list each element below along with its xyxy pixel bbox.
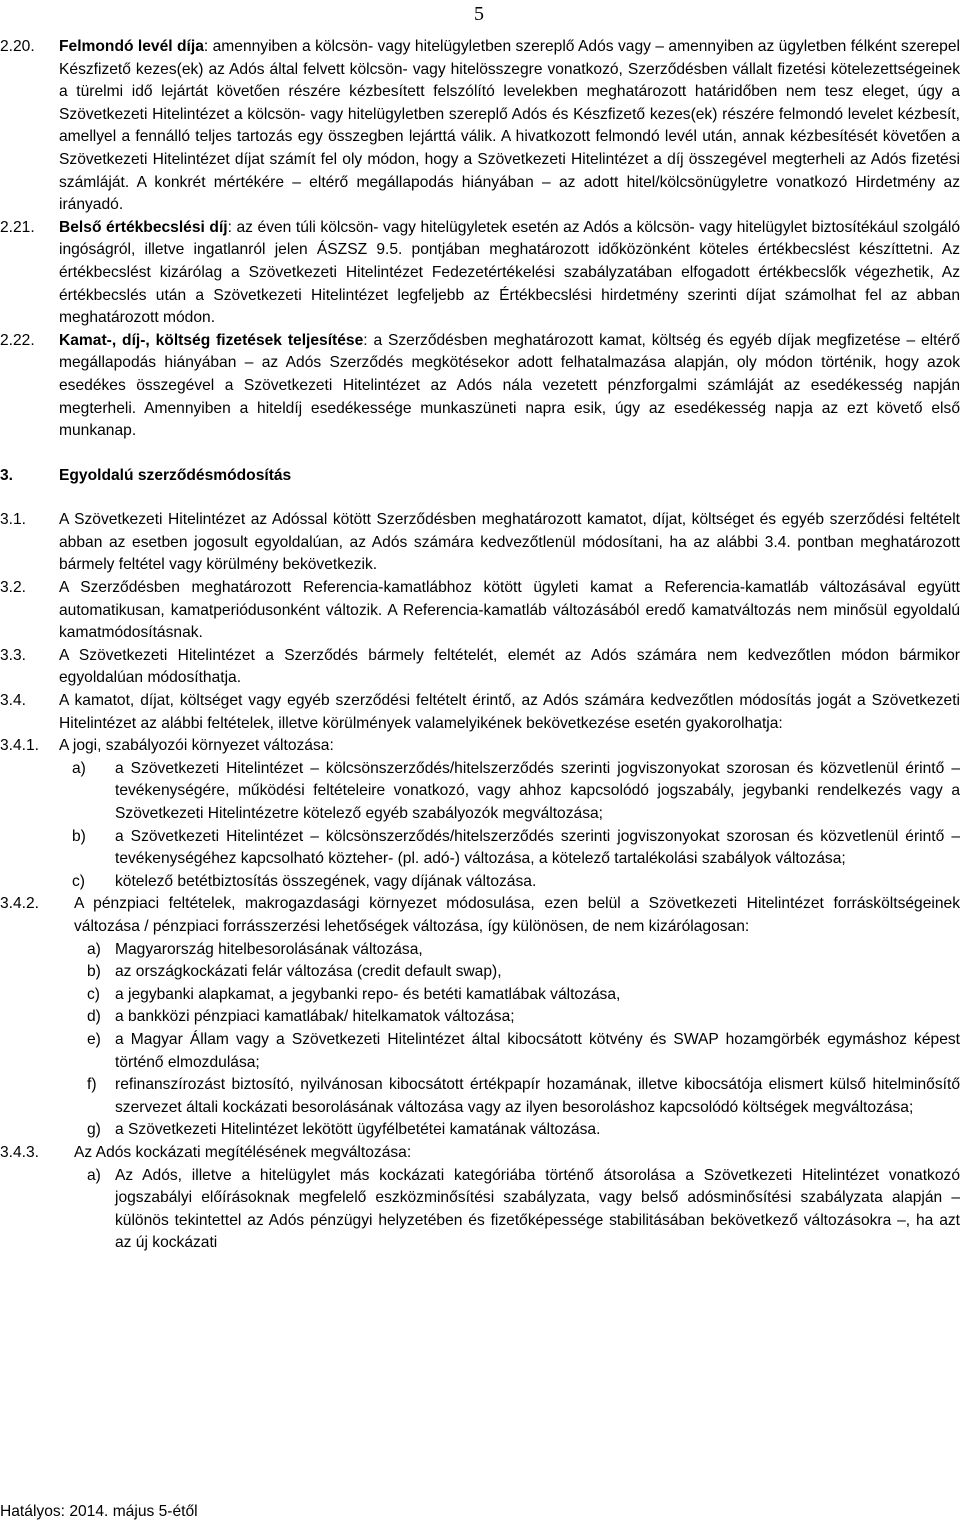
list-item-text: a bankközi pénzpiaci kamatlábak/ hitelkamatok változása; — [115, 1008, 515, 1026]
clause-3-4-2 — [0, 893, 960, 1142]
list-item-text: refinanszírozást biztosító, nyilvánosan kibocsátott értékpapír hozamának, illetve kibocsátója elismert külső hitelminősítő szervezet általi kockázati besorolásának változása vagy az ilyen besoroláshoz kapcsolódó költségek megváltozása; — [115, 1076, 960, 1116]
clause-3-4 — [0, 690, 960, 735]
clause-title: Belső értékbecslési díj — [59, 218, 228, 236]
clause-text: A kamatot, díjat, költséget vagy egyéb szerződési feltételt érintő, az Adós számára kedvezőtlen módosítás jogát a Szövetkezeti Hitelintézet az alábbi feltételek, illetve körülmények valamelyikének bekövetkezése esetén gyakorolhatja: — [59, 692, 960, 732]
page-number: 5 — [474, 3, 484, 25]
list-item-label: e) — [87, 1030, 101, 1048]
list-item — [74, 1119, 960, 1142]
clause-title: Felmondó levél díja — [59, 38, 204, 55]
list-item-text: a Szövetkezeti Hitelintézet – kölcsönszerződés/hitelszerződés szerinti jogviszonyokat szorosan és közvetlenül érintő – tevékenységére, működési feltételeire vonatkozó, vagy ahhoz kapcsolódó jogszabály, jegybanki rendelkezés vagy a Szövetkezeti Hitelintézetre kötelező egyéb szabályozók megváltozása; — [115, 759, 960, 822]
clause-number: 3.4. — [0, 692, 27, 710]
list-item — [74, 1006, 960, 1029]
clause-text: A Szövetkezeti Hitelintézet az Adóssal kötött Szerződésben meghatározott kamatot, díjat, költséget és egyéb szerződési feltételt abban az esetben jogosult egyoldalúan, az Adós számára kedvezőtlenül módosítani, ha az alábbi 3.4. pontban meghatározott bármely feltétel vagy körülmény bekövetkezik. — [59, 511, 960, 574]
list-item-label: f) — [87, 1076, 97, 1094]
clause-number: 3.4.2. — [0, 895, 40, 913]
list-item — [59, 826, 960, 871]
list-item-label: b) — [87, 963, 101, 981]
list-item — [74, 1165, 960, 1255]
list-item-text: a jegybanki alapkamat, a jegybanki repo- és betéti kamatlábak változása, — [115, 985, 621, 1003]
list-item-text: a Szövetkezeti Hitelintézet – kölcsönszerződés/hitelszerződés szerinti jogviszonyokat szorosan és közvetlenül érintő – tevékenységéhez kapcsolható közteher- (pl. adó-) változása, a kötelező tartalékolási szabályok változása; — [115, 827, 960, 868]
list-item-text: az országkockázati felár változása (credit default swap), — [115, 963, 502, 981]
clause-3-1 — [0, 509, 960, 577]
list-item — [59, 871, 960, 894]
footer-effective-date: Hatályos: 2014. május 5-étől — [0, 1503, 198, 1520]
clause-text: A Szerződésben meghatározott Referencia-kamatlábhoz kötött ügyleti kamat a Referencia-kamatláb változásával együtt automatikusan, kamatperiódusonként változik. A Referencia-kamatláb változásából eredő kamatváltozás nem minősül egyoldalú kamatmódosításnak. — [59, 579, 960, 642]
list-item-label: b) — [72, 827, 86, 845]
list-item-label: a) — [72, 759, 86, 777]
list-item-label: c) — [87, 985, 100, 1003]
list-item-text: a Szövetkezeti Hitelintézet lekötött ügyfélbetétei kamatának változása. — [115, 1121, 601, 1139]
clause-text: Az Adós kockázati megítélésének megváltozása: — [74, 1143, 412, 1161]
list-item-text: Az Adós, illetve a hitelügylet más kockázati kategóriába történő átsorolása a Szövetkezeti Hitelintézet vonatkozó jogszabályi előírásoknak megfelelő eszközminősítési szabályzata, vagy belső adósminősítési szabályzata alapján – különös tekintettel az Adós pénzügyi helyzetében és fizetőképessége stabilitásában bekövetkező változásokra –, ha azt az új kockázati — [115, 1166, 960, 1252]
clause-text: : az éven túli kölcsön- vagy hitelügyletek esetén az Adós a kölcsön- vagy hitelügylet biztosítékául szolgáló ingóságról, illetve ingatlanról jelen ÁSZSZ 9.5. pontjában meghatározott időközönként köteles értékbecslést készíttetni. Az értékbecslést kizárólag a Szövetkezeti Hitelintézet Fedezetértékelési szabályzatában elfogadott értékbecslők végezhetik, Az értékbecslés után a Szövetkezeti Hitelintézet legfeljebb az Értékbecslési hirdetmény szerinti díjat számolhat fel az abban meghatározott módon. — [59, 218, 960, 327]
clause-3-2 — [0, 577, 960, 645]
clause-body — [59, 36, 960, 217]
list-item-label: d) — [87, 1008, 101, 1026]
clause-number: 2.22. — [0, 331, 35, 349]
clause-number: 3.3. — [0, 646, 27, 664]
clause-number: 2.21. — [0, 218, 35, 236]
clause-text: A Szövetkezeti Hitelintézet a Szerződés bármely feltételét, elemét az Adós számára nem kedvezőtlen módon bármikor egyoldalúan módosíthatja. — [59, 646, 960, 687]
clause-3-3 — [0, 645, 960, 690]
clause-body — [59, 330, 960, 443]
clause-3-4-1 — [0, 735, 960, 893]
clause-2-22 — [0, 330, 960, 443]
list-item — [59, 758, 960, 826]
list-item — [74, 961, 960, 984]
list-item — [74, 1029, 960, 1074]
clause-2-20 — [0, 36, 960, 217]
clause-number: 3.2. — [0, 579, 27, 597]
clause-text: A pénzpiaci feltételek, makrogazdasági környezet módosulása, ezen belül a Szövetkezeti Hitelintézet forrásköltségeinek változása / pénzpiaci forrásszerzési lehetőségek változása, így különösen, de nem kizárólagosan: — [74, 895, 960, 935]
clause-title: Kamat-, díj-, költség fizetések teljesítése — [59, 331, 364, 349]
clause-number: 3.1. — [0, 511, 27, 529]
list-item — [74, 984, 960, 1007]
section-title: Egyoldalú szerződésmódosítás — [59, 466, 292, 484]
clause-3-4-3 — [0, 1142, 960, 1255]
document-body — [0, 36, 960, 1255]
list-item-text: a Magyar Állam vagy a Szövetkezeti Hitelintézet által kibocsátott kötvény és SWAP hozamgörbék egymáshoz képest történő elmozdulása; — [115, 1030, 960, 1071]
list-item-label: g) — [87, 1121, 101, 1139]
clause-number: 2.20. — [0, 38, 35, 55]
clause-number: 3.4.3. — [0, 1143, 40, 1161]
clause-text: : amennyiben a kölcsön- vagy hitelügyletben szereplő Adós vagy – amennyiben az ügyletben félként szerepel Készfizető kezes(ek) az Adós által felvett kölcsön- vagy hitelösszegre vonatkozó, Szerződésben vállalt fizetési kötelezettségeinek a türelmi idő lejártát követően részére kézbesített felszólító levelekben meghatározott határidőben nem tesz eleget, úgy a Szövetkezeti Hitelintézet a kölcsön- vagy hitelügyletben szereplő Adós és Készfizető kezes(ek) részére felmondó levelet kézbesít, amellyel a fennálló teljes tartozás egy összegben lejárttá válik. A hivatkozott felmondó levél után, annak kézbesítését követően a Szövetkezeti Hitelintézet díjat számít fel oly módon, hogy a Szövetkezeti Hitelintézet a díj összegével megterheli az Adós fizetési számláját. A konkrét mértékére – eltérő megállapodás hiányában – az adott hitel/kölcsönügyletre vonatkozó Hirdetmény az irányadó. — [59, 38, 960, 214]
section-number: 3. — [0, 466, 14, 484]
list-item-text: Magyarország hitelbesorolásának változása, — [115, 940, 423, 958]
list-item — [74, 1074, 960, 1119]
clause-text: : a Szerződésben meghatározott kamat, költség és egyéb díjak megfizetése – eltérő megállapodás hiányában – az Adós Szerződés megkötésekor adott felhatalmazása alapján, oly módon történik, hogy azok esedékes összegével a Szövetkezeti Hitelintézet az Adós nála vezetett pénzforgalmi számláját az esedékesség napján megterheli. Amennyiben a hiteldíj esedékessége munkaszüneti napra esik, úgy az esedékesség napja az ezt követő első munkanap. — [59, 331, 960, 440]
list-item-label: a) — [87, 940, 101, 958]
list-item-label: c) — [72, 872, 85, 890]
clause-body — [59, 217, 960, 330]
clause-number: 3.4.1. — [0, 737, 40, 755]
list-item — [74, 939, 960, 962]
clause-2-21 — [0, 217, 960, 330]
list-item-label: a) — [87, 1166, 101, 1184]
clause-text: A jogi, szabályozói környezet változása: — [59, 737, 334, 755]
section-3-heading — [0, 465, 960, 488]
list-item-text: kötelező betétbiztosítás összegének, vagy díjának változása. — [115, 872, 537, 890]
